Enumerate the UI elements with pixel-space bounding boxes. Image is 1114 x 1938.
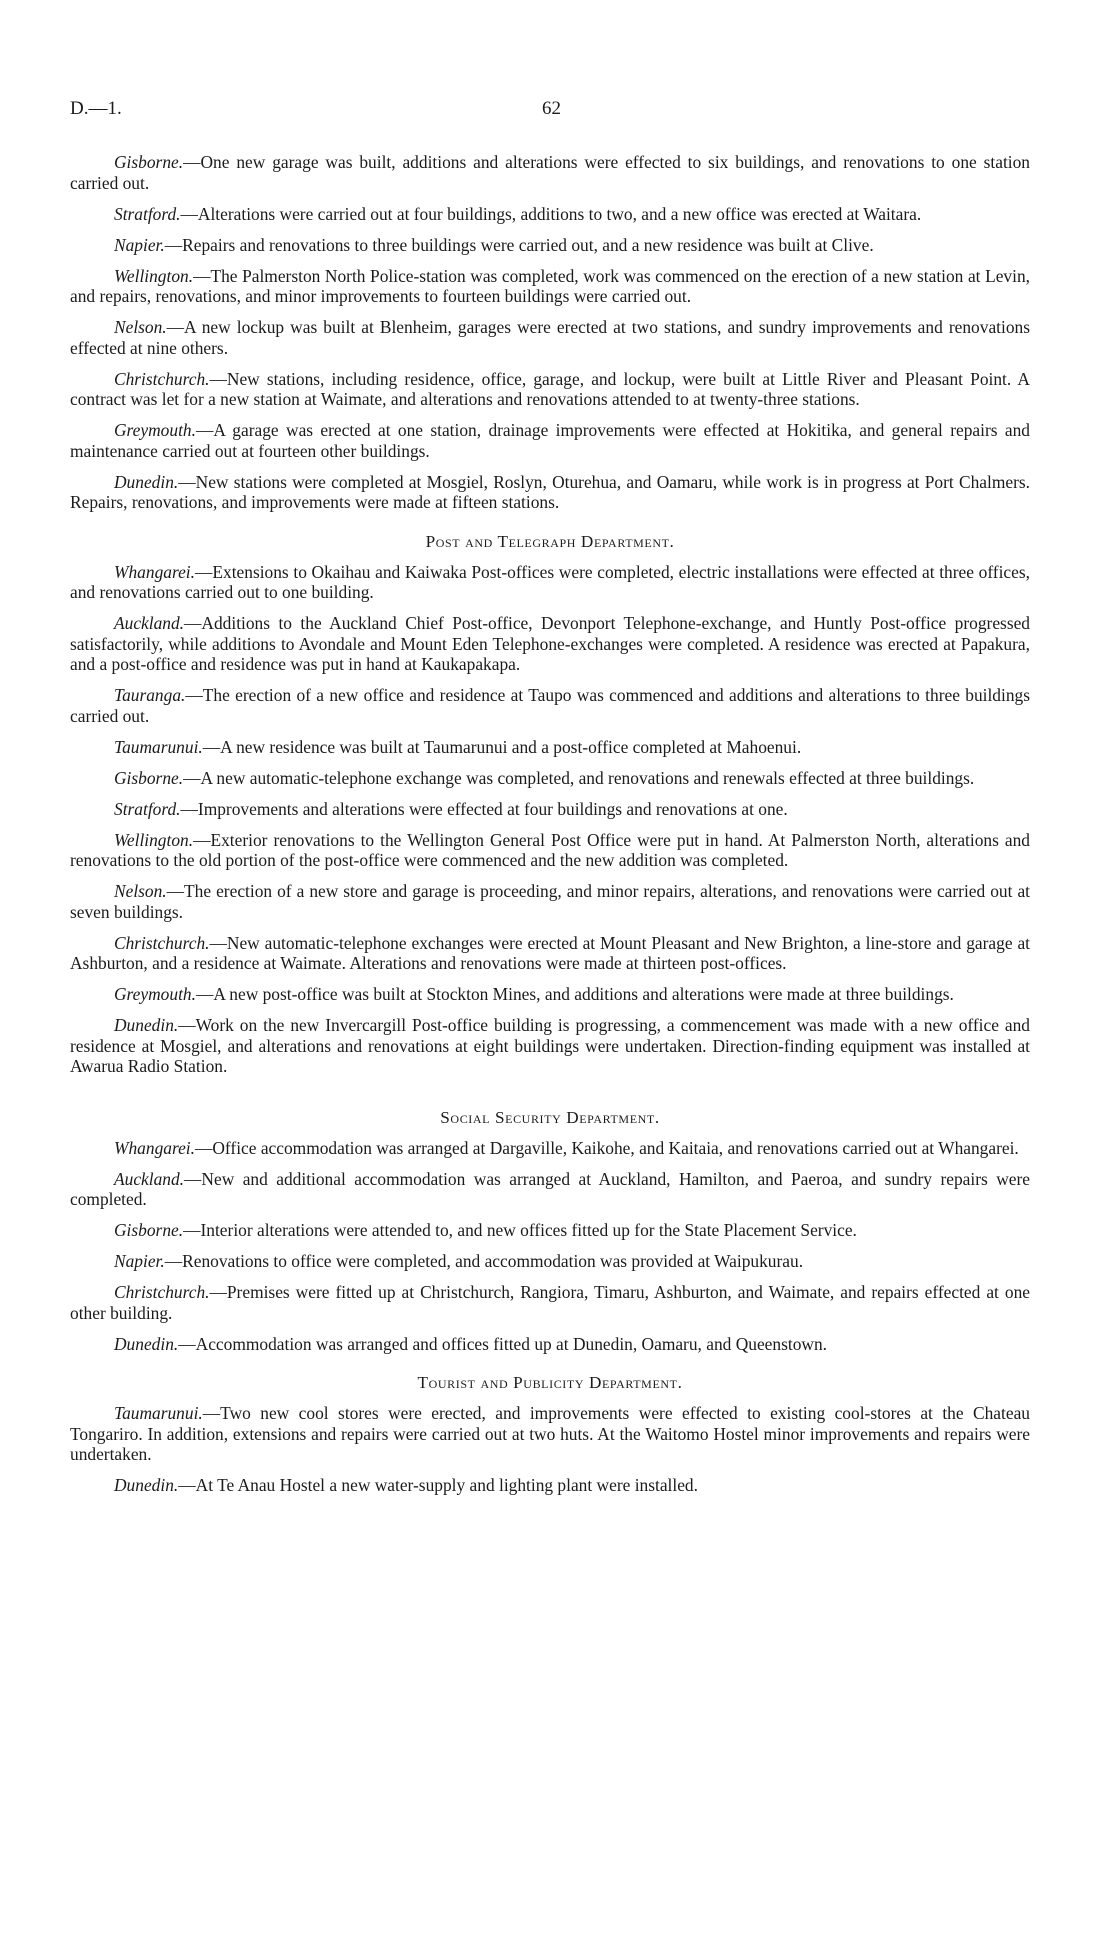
paragraph-text: —Premises were fitted up at Christchurch, Rangiora, Timaru, Ashburton, and Waimate, and repairs effected at one other building. (70, 1282, 1030, 1323)
paragraph-text: —A new post-office was built at Stockton Mines, and additions and alterations were made at three buildings. (195, 984, 954, 1004)
paragraph-text: —New stations, including residence, office, garage, and lockup, were built at Little River and Pleasant Point. A contract was let for a new station at Waimate, and alterations and renovations attended to at twenty-three stations. (70, 368, 1030, 409)
paragraph-text: —New and additional accommodation was arranged at Auckland, Hamilton, and Paeroa, and sundry repairs were completed. (70, 1168, 1030, 1209)
paragraph-text: —Additions to the Auckland Chief Post-office, Devonport Telephone-exchange, and Huntly Post-office progressed satisfactorily, while additions to Avondale and Mount Eden Telephone-exchanges were completed. A residence was erected at Papakura, and a post-office and residence was put in hand at Kaukapakapa. (70, 613, 1030, 674)
paragraph-text: —A garage was erected at one station, drainage improvements were effected at Hokitika, and general repairs and maintenance carried out at fourteen other buildings. (70, 420, 1030, 461)
paragraph-text: —At Te Anau Hostel a new water-supply and lighting plant were installed. (178, 1475, 698, 1495)
paragraph (70, 204, 1030, 225)
paragraph-text: —A new lockup was built at Blenheim, garages were erected at two stations, and sundry improvements and renovations effected at nine others. (70, 317, 1030, 358)
paragraph (70, 1475, 1030, 1496)
paragraph-text: —Alterations were carried out at four buildings, additions to two, and a new office was erected at Waitara. (180, 203, 922, 224)
paragraph (70, 1251, 1030, 1272)
paragraph-text: —Extensions to Okaihau and Kaiwaka Post-offices were completed, electric installations were effected at three offices, and renovations carried out to one building. (70, 561, 1030, 602)
section-heading: Tourist and Publicity Department. (417, 1373, 683, 1392)
paragraph-text: —Two new cool stores were erected, and improvements were effected to existing cool-stores at the Chateau Tongariro. In addition, extensions and repairs were carried out at two huts. At the Waitomo Hostel minor improvements and repairs were undertaken. (70, 1403, 1030, 1464)
place-name: Wellington. (114, 829, 194, 850)
place-name: Dunedin. (114, 1333, 179, 1354)
place-name: Christchurch. (114, 932, 210, 953)
paragraph-text: —New automatic-telephone exchanges were erected at Mount Pleasant and New Brighton, a line-store and garage at Ashburton, and a residence at Waimate. Alterations and renovations were made at thirteen post-offices. (70, 932, 1030, 973)
paragraph (70, 1403, 1030, 1465)
paragraph-text: —The erection of a new office and residence at Taupo was commenced and additions and alterations to three buildings carried out. (70, 685, 1030, 726)
place-name: Gisborne. (114, 152, 184, 172)
paragraph-text: —Improvements and alterations were effected at four buildings and renovations at one. (180, 798, 788, 819)
section-heading: Social Security Department. (440, 1107, 660, 1127)
place-name: Gisborne. (114, 767, 184, 788)
paragraph (70, 881, 1030, 922)
place-name: Stratford. (114, 798, 181, 819)
paragraph (70, 685, 1030, 726)
paragraph (70, 830, 1030, 871)
paragraph (70, 562, 1030, 603)
place-name: Napier. (114, 1251, 165, 1271)
running-header (70, 98, 1030, 122)
place-name: Nelson. (114, 317, 167, 337)
paragraph (70, 317, 1030, 358)
paragraph (70, 369, 1030, 410)
place-name: Napier. (114, 234, 165, 255)
place-name: Tauranga. (114, 685, 186, 705)
paragraph-text: —Office accommodation was arranged at Dargaville, Kaikohe, and Kaitaia, and renovations carried out at Whangarei. (194, 1137, 1019, 1158)
paragraph-text: —One new garage was built, additions and alterations were effected to six buildings, and renovations to one station carried out. (70, 152, 1030, 193)
paragraph-text: —Work on the new Invercargill Post-office building is progressing, a commencement was made with a new office and residence at Mosgiel, and alterations and renovations at eight buildings were undertaken. Direction-finding equipment was installed at Awarua Radio Station. (70, 1015, 1030, 1076)
paragraph-text: —Exterior renovations to the Wellington General Post Office were put in hand. At Palmerston North, alterations and renovations to the old portion of the post-office were commenced and the new addition was completed. (70, 829, 1030, 870)
paragraph-text: —New stations were completed at Mosgiel, Roslyn, Oturehua, and Oamaru, while work is in progress at Port Chalmers. Repairs, renovations, and improvements were made at fifteen stations. (70, 471, 1030, 512)
paragraph-text: —A new automatic-telephone exchange was completed, and renovations and renewals effected at three buildings. (183, 767, 975, 788)
paragraph-text: —Repairs and renovations to three buildings were carried out, and a new residence was built at Clive. (164, 234, 874, 255)
paragraph (70, 984, 1030, 1005)
paragraph (70, 472, 1030, 513)
place-name: Nelson. (114, 881, 167, 901)
place-name: Greymouth. (114, 984, 196, 1004)
place-name: Auckland. (114, 613, 185, 633)
paragraph (70, 1015, 1030, 1077)
paragraph (70, 933, 1030, 974)
paragraph (70, 152, 1030, 193)
section-heading: Post and Telegraph Department. (425, 531, 675, 551)
paragraph-text: —The Palmerston North Police-station was completed, work was commenced on the erection of a new station at Levin, and repairs, renovations, and minor improvements to fourteen buildings were carried out. (70, 265, 1030, 306)
place-name: Christchurch. (114, 1282, 210, 1302)
page-number: 62 (542, 98, 561, 119)
paragraph (70, 737, 1030, 758)
paragraph-text: —Accommodation was arranged and offices fitted up at Dunedin, Oamaru, and Queenstown. (178, 1333, 827, 1354)
paragraph (70, 768, 1030, 789)
paragraph-text: —Renovations to office were completed, and accommodation was provided at Waipukurau. (164, 1251, 804, 1271)
paragraph-text: —A new residence was built at Taumarunui and a post-office completed at Mahoenui. (202, 736, 802, 757)
paragraph (70, 420, 1030, 461)
paragraph (70, 1138, 1030, 1159)
paragraph (70, 1220, 1030, 1241)
paragraph (70, 799, 1030, 820)
place-name: Dunedin. (114, 1475, 179, 1495)
paragraph (70, 613, 1030, 675)
paragraph (70, 1282, 1030, 1323)
paragraph (70, 266, 1030, 307)
paragraph (70, 1334, 1030, 1355)
place-name: Dunedin. (114, 1015, 179, 1035)
place-name: Dunedin. (114, 471, 179, 492)
paragraph-text: —Interior alterations were attended to, and new offices fitted up for the State Placement Service. (183, 1220, 857, 1240)
place-name: Auckland. (114, 1168, 185, 1189)
paragraph-text: —The erection of a new store and garage is proceeding, and minor repairs, alterations, and renovations were carried out at seven buildings. (70, 881, 1030, 922)
paragraph (70, 1169, 1030, 1210)
place-name: Stratford. (114, 203, 181, 224)
place-name: Wellington. (114, 265, 194, 286)
place-name: Whangarei. (114, 1137, 195, 1158)
place-name: Taumarunui. (114, 1403, 203, 1423)
place-name: Whangarei. (114, 561, 195, 582)
paragraph (70, 235, 1030, 256)
place-name: Gisborne. (114, 1220, 184, 1240)
place-name: Taumarunui. (114, 736, 203, 757)
place-name: Christchurch. (114, 368, 210, 389)
document-reference: D.—1. (70, 98, 122, 119)
place-name: Greymouth. (114, 420, 196, 440)
body-text (70, 152, 1030, 1506)
